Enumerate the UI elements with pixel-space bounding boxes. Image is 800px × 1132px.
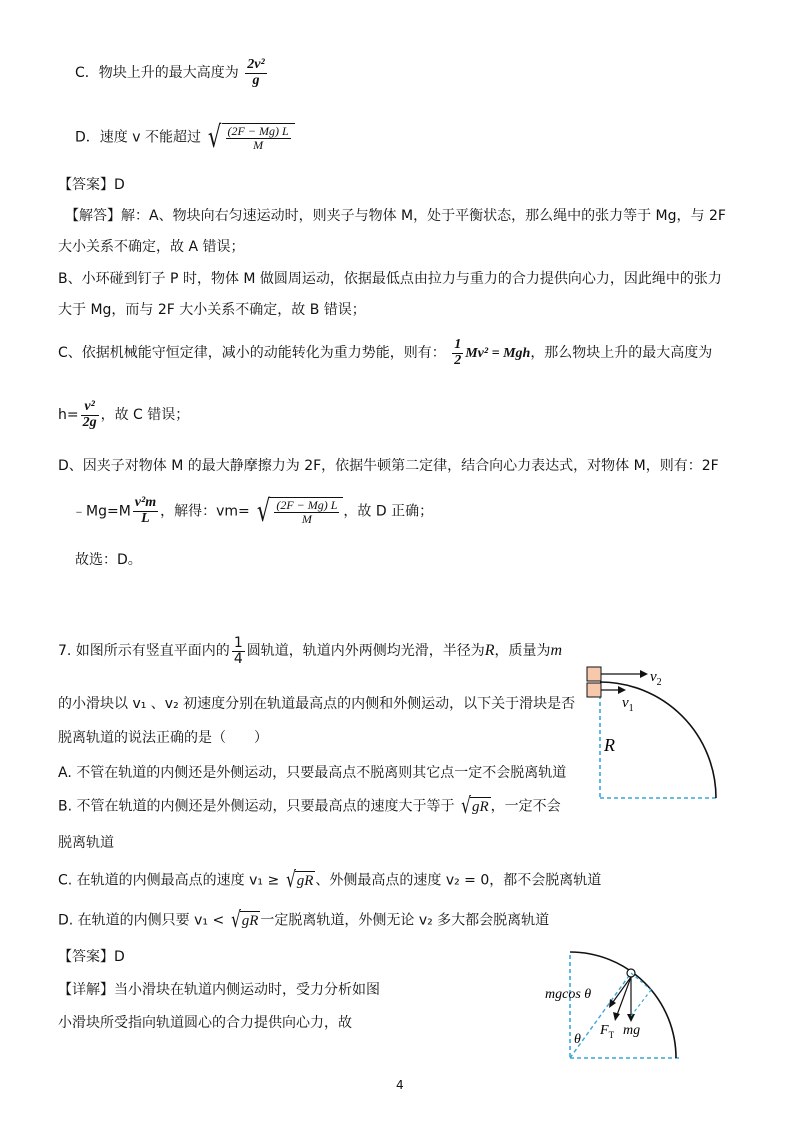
outer-block — [587, 667, 601, 681]
solution-c-line1: C、依据机械能守恒定律，减小的动能转化为重力势能，则有： $\frac{1}{2}$ Mv² = Mgh，那么物块上升的最大高度为 — [58, 337, 713, 368]
q7-line3: 脱离轨道的说法正确的是（ ） — [58, 730, 268, 746]
page-number: 4 — [396, 1078, 404, 1092]
q7-line2: 的小滑块以 v₁ 、v₂ 初速度分别在轨道最高点的内侧和外侧运动，以下关于滑块是否 — [58, 696, 576, 712]
answer-value: D — [114, 949, 125, 965]
radius-label: R — [604, 735, 615, 755]
solution-d-line2: ﹣Mg=M $\frac{\text{v²m}}{L}$ ，解得：vm= √ $\frac{(2F - Mg) L}{M}$ ，故 D 正确； — [72, 494, 434, 529]
arrowhead-icon — [609, 999, 616, 1008]
option-d — [75, 120, 295, 155]
mgcos-label: mgcos θ — [545, 987, 592, 1002]
track-arc — [600, 682, 716, 798]
detail-line2: 小滑块所受指向轨道圆心的合力提供向心力，故 — [58, 1015, 352, 1031]
height-fraction: $\frac{\text{v²}}{2g}$ — [82, 399, 97, 430]
quarter-track-figure — [580, 655, 740, 805]
theta-label: θ — [574, 1032, 581, 1047]
option-c — [75, 58, 269, 88]
answer-value: D — [114, 177, 125, 193]
q7-option-b-line2: 脱离轨道 — [58, 835, 114, 851]
mg-label: mg — [623, 1023, 641, 1038]
track-arc — [570, 952, 676, 1058]
q7-option-b: B. 不管在轨道的内侧还是外侧运动，只要最高点的速度大于等于 √gR ，一定不会 — [58, 794, 561, 819]
arrowhead-icon — [613, 1012, 620, 1021]
force-analysis-figure — [545, 950, 755, 1065]
q7-option-d: D. 在轨道的内侧只要 v₁ < √gR 一定脱离轨道，外侧无论 v₂ 多大都会脱离轨道 — [58, 908, 550, 933]
tangent-dashed — [631, 990, 651, 1016]
solution-a-line2: 大小关系不确定，故 A 错误； — [58, 239, 245, 255]
energy-equation: Mv² = Mgh — [465, 346, 531, 362]
q7-option-c: C. 在轨道的内侧最高点的速度 v₁ ≥ √gR 、外侧最高点的速度 v₂ = 0，都不会脱离轨道 — [58, 868, 602, 893]
solution-c-line2: h= $\frac{\text{v²}}{2g}$ ，故 C 错误； — [58, 399, 190, 430]
gr-sqrt: √gR — [230, 908, 259, 933]
ft-label: $F_T$ — [600, 1023, 615, 1040]
inner-block — [587, 683, 601, 697]
detail-line1: 【详解】当小滑块在轨道内侧运动时，受力分析如图 — [58, 982, 380, 998]
option-d-label: D．速度 v 不能超过 — [75, 129, 201, 146]
option-c-label: C．物块上升的最大高度为 — [75, 65, 239, 82]
option-d-sqrt: √ $\frac{(2F - Mg) L}{M}$ — [205, 120, 294, 155]
arrowhead-icon — [618, 686, 626, 694]
solution-b-line1: B、小环碰到钉子 P 时，物体 M 做圆周运动，依据最低点由拉力与重力的合力提供向心力，因此绳中的张力 — [58, 271, 722, 287]
q7-option-a: A. 不管在轨道的内侧还是外侧运动，只要最高点不脱离则其它点一定不会脱离轨道 — [58, 765, 567, 781]
half-fraction: $\frac{1}{2}$ — [454, 337, 462, 368]
answer-line: 【答案】D — [58, 949, 125, 965]
v1-label: $v_1$ — [622, 695, 634, 714]
fraction-denominator: g — [252, 72, 260, 88]
arrowhead-icon — [640, 670, 648, 678]
option-c-fraction — [245, 58, 266, 88]
q7-line1: 7. 如图所示有竖直平面内的 $\frac{1}{4}$ 圆轨道，轨道内外两侧均光滑，半径为R，质量为m — [58, 635, 563, 667]
v2-label: $v_2$ — [650, 669, 662, 688]
gr-sqrt: √gR — [461, 794, 489, 819]
solution-conclusion: 故选：D。 — [75, 552, 142, 568]
centripetal-fraction: $\frac{\text{v²m}}{L}$ — [134, 495, 157, 526]
solution-b-line2: 大于 Mg，而与 2F 大小关系不确定，故 B 错误； — [58, 302, 366, 318]
mgcos-component-arrow — [613, 977, 631, 1002]
answer-line: 【答案】D — [58, 177, 125, 193]
solution-a-line1: 【解答】解：A、物块向右匀速运动时，则夹子与物体 M，处于平衡状态，那么绳中的张力等于 Mg，与 2F — [65, 208, 726, 224]
fraction-numerator: 2v² — [247, 57, 265, 72]
gr-sqrt: √gR — [285, 868, 314, 893]
vm-sqrt: √ $\frac{(2F - Mg) L}{M}$ — [254, 494, 343, 529]
solution-d-line1: D、因夹子对物体 M 的最大静摩擦力为 2F，依据牛顿第二定律，结合向心力表达式，对物体 M，则有：2F — [58, 458, 719, 474]
quarter-fraction: $\frac{1}{4}$ — [233, 635, 243, 667]
